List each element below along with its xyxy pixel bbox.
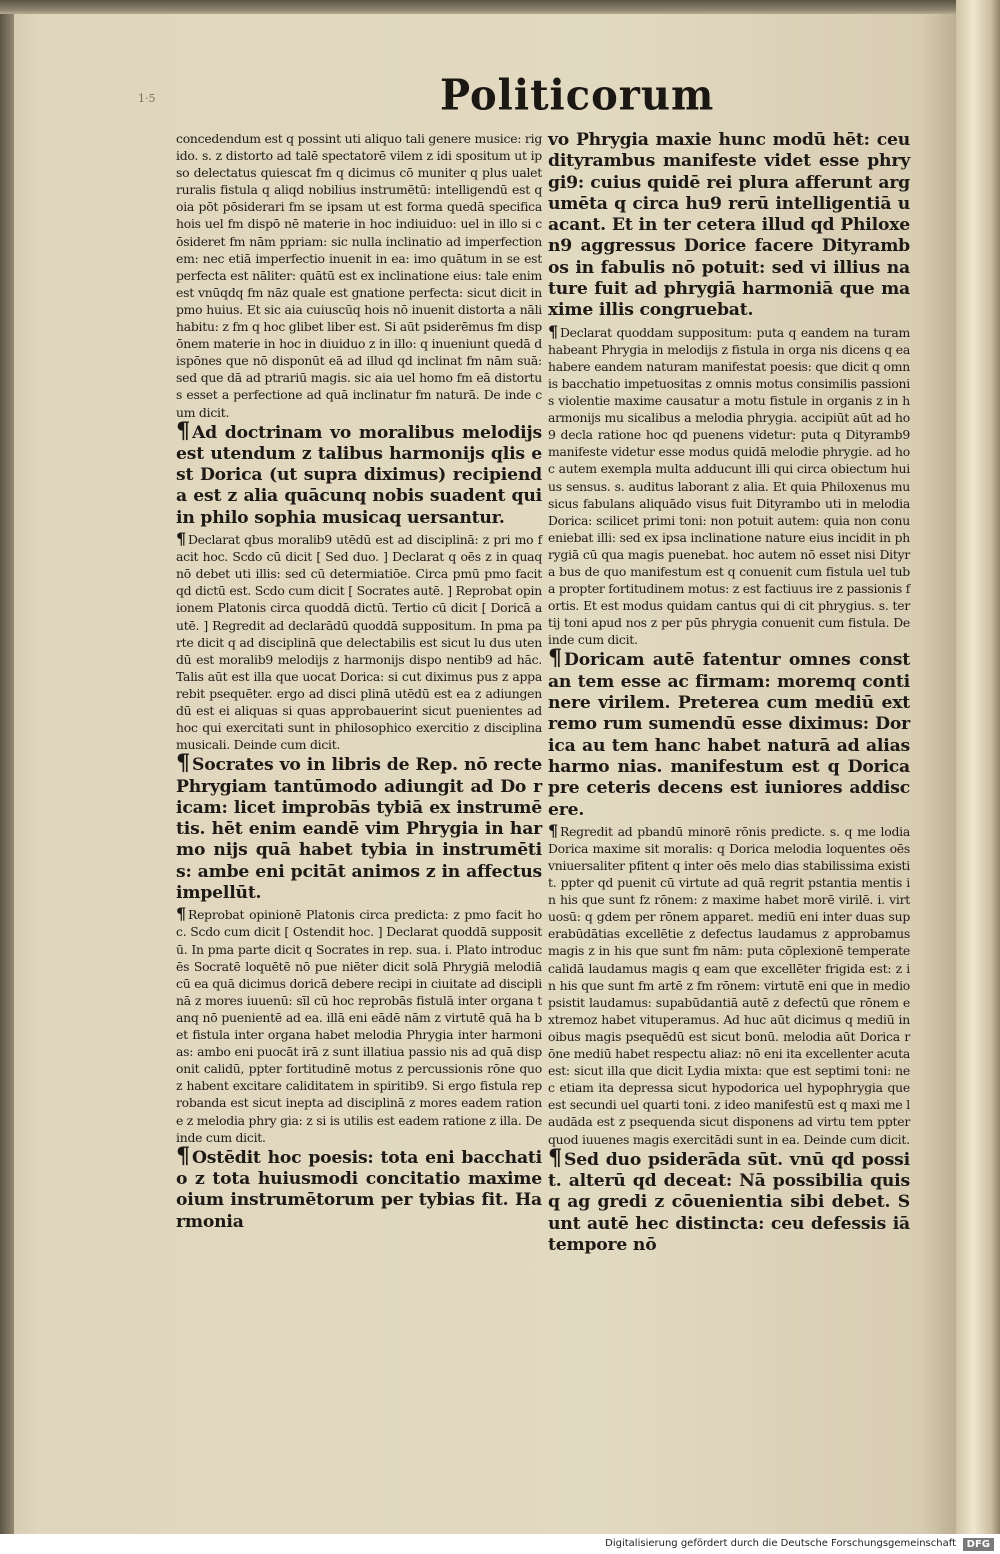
commentary-paragraph (176, 906, 542, 1145)
paragraph-mark-icon: ¶ (176, 417, 191, 444)
paragraph-text: Sed duo psiderāda sūt. vnū qd possit. alterū qd deceat: Nā possibilia quisq ag gredi z cōuenientia sibi debet. Sunt autē hec distincta: ceu defessis iā tempore nō (548, 1149, 910, 1255)
paragraph-mark-icon: ¶ (548, 820, 558, 840)
right-text-column (548, 130, 910, 1258)
commentary-paragraph (176, 130, 542, 421)
paragraph-text: Doricam autē fatentur omnes constan tem esse ac firmam: moremq continere virilem. Preterea cum mediū extremo rum sumendū esse diximus: Dorica au tem hanc habet naturā ad alias harmo nias. manifestum est q Dorica pre ceteris decens est iuniores addiscere. (548, 650, 910, 820)
text-passage (176, 1142, 542, 1233)
footer-credit: Digitalisierung gefördert durch die Deutsche Forschungsgemeinschaft (605, 1538, 956, 1549)
binding-shadow (0, 0, 14, 1534)
paragraph-text: concedendum est q possint uti aliquo tali genere musice: rigido. s. z distorto ad talē spectatorē vilem z idi spositum ut ipso delectatus quiescat fm q dicimus cō muniter q plus ualet ruralis fistula q aliqd nobilius instrumētū: intelligendū est q oia pōt pōsiderari fm se ipsam ut est forma quedā specifica hois uel fm dispō nē materie in hoc indiuiduo: uel in illo si cōsideret fm nām ppriam: sic nulla inclinatio ad imperfectionem: nec etiā imperfectio inuenit in ea: imo quātum in se est perfecta est nāliter: quātū est ex inclinatione eius: tale enim est vnūqdq fm nāz quale est gnatione perfecta: sicut dicit in pmo huius. Et sic aia cuiuscūq hois nō inuenit distorta a nāli habitu: z fm q hoc glibet liber est. Si aūt psiderēmus fm dispōnem materie in hoc in diuiduo z in illo: q inueniunt quedā dispōnes que nō disponūt eā ad illud qd inclinat fm nām suā: sed que dā ad ptrariū magis. sic aia uel homo fm eā distortus esset a perfectione ad quā inclinatur fm naturā. De inde cum dicit. (176, 131, 542, 420)
page-fore-edge (956, 0, 1000, 1534)
page-number: 1·5 (138, 92, 156, 105)
paragraph-mark-icon: ¶ (548, 645, 563, 672)
paragraph-text: Ostēdit hoc poesis: tota eni bacchatio z tota huiusmodi concitatio maxime oium instrumētorum per tybias fit. Harmonia (176, 1147, 542, 1232)
paragraph-mark-icon: ¶ (176, 1142, 191, 1169)
paragraph-mark-icon: ¶ (548, 1144, 563, 1171)
text-passage (548, 130, 910, 322)
paragraph-text: Ad doctrinam vo moralibus melodijs est utendum z talibus harmonijs qlis est Dorica (ut supra diximus) recipienda est z alia quācunq nobis suadent qui in philo sophia musicaq uersantur. (176, 422, 542, 528)
commentary-paragraph (548, 820, 910, 1148)
paragraph-mark-icon: ¶ (548, 321, 558, 341)
text-passage (176, 750, 542, 904)
left-text-column (176, 130, 542, 1235)
paragraph-text: vo Phrygia maxie hunc modū hēt: ceu dityrambus manifeste videt esse phrygi9: cuius quidē rei plura afferunt argumēta q circa hu9 rerū intelligentiā uacant. Et in ter cetera illud qd Philoxen9 aggressus Dorice facere Dityrambos in fabulis nō potuit: sed vi illius nature fuit ad phrygiā harmoniā que maxime illis congruebat. (548, 130, 910, 321)
commentary-paragraph (176, 531, 542, 753)
text-passage (548, 645, 910, 820)
paragraph-text: Socrates vo in libris de Rep. nō recte Phrygiam tantūmodo adiungit ad Do ricam: licet improbās tybiā ex instrumētis. hēt enim eandē vim Phrygia in harmo nijs quā habet tybia in instrumētis: ambe eni pcitāt animos z in affectus impellūt. (176, 755, 542, 904)
paragraph-mark-icon: ¶ (176, 529, 186, 549)
commentary-paragraph (548, 321, 910, 649)
paragraph-mark-icon: ¶ (176, 904, 186, 924)
text-passage (176, 417, 542, 529)
paragraph-text: Reprobat opinionē Platonis circa predicta: z pmo facit hoc. Scdo cum dicit [ Ostendit hoc. ] Declarat quoddā suppositū. In pma parte dicit q Socrates in rep. sua. i. Plato introducēs Socratē loquētē nō pue niēter dicit solā Phrygiā melodiā cū ea quā dicimus doricā debere recipi in ciuitate ad disciplinā z mores iuuenū: sīl cū hoc reprobās fistulā inter organa tanq nō puenientē ad ea. illā eni eādē nām z virtutē quā ha bet fistula inter organa habet melodia Phrygia inter harmonias: ambo eni puocāt irā z sunt illatiua passio nis ad quā disponit calidū, ppter fortitudinē motus z percussionis rōne quoz habent excitare caliditatem in spiritib9. Si ergo fistula reprobanda est sicut inepta ad disciplinā z mores eadem ratione z melodia phry gia: z si is utilis est eadem ratione z illa. Deinde cum dicit. (176, 907, 542, 1145)
paragraph-mark-icon: ¶ (176, 750, 191, 777)
dfg-logo: DFG (963, 1538, 994, 1551)
paragraph-text: Declarat quoddam suppositum: puta q eandem na turam habeant Phrygia in melodijs z fistula in orga nis dicens q ea habere eandem naturam manifestat poesis: que dicit q omnis bacchatio impetuositas z omnis motus consimilis passionis violentie maxime causatur a motu fistule in organis z in harmonijs mu sicalibus a melodia phrygia. accipiūt aūt ad ho9 decla ratione hoc qd puenens videtur: puta q Dityramb9 manifeste videtur esse modus quidā melodie phrygie. ad hoc autem exempla multa adducunt illi qui circa obiectum huius sensus. s. auditus laborant z alia. Et quia Philoxenus musicus fabulans aliquādo visus fuit Dityrambo uti in melodia Dorica: scilicet primi toni: non potuit autem: quia non conueniebat illi: sed ex ipsa inclinatione nature eius incidit in phrygiā cū qua magis puenebat. hoc autem nō esset nisi Dityra bus de quo manifestum est q conuenit cum fistula uel tuba propter fortitudinem motus: z est factiuus ire z passionis fortis. Et est modus quidam cantus qui di cit phrygius. s. tertij toni apud nos z per pūs phrygia conuenit cum fistula. Deinde cum dicit. (548, 324, 910, 648)
running-head: Politicorum (440, 70, 715, 121)
page-top-edge (0, 0, 1000, 14)
text-passage (548, 1144, 910, 1256)
paragraph-text: Regredit ad pbandū minorē rōnis predicte. s. q me lodia Dorica maxime sit moralis: q Dorica melodia loquentes oēs vniuersaliter pfitent q inter oēs melo dias stabilissima existit. ppter qd puenit cū virtute ad quā regrit pstantia mentis in his que sunt fz rōnem: z maxime habet morē virilē. i. virtuosū: q gdem per rōnem apparet. mediū eni inter duas superabūdātias excellētie z defectus laudamus z approbamus magis z in his que sunt fm nām: puta cōplexionē temperate calidā laudamus magis q eam que excellēter frigida est: z in his que sunt fm artē z fm rōnem: virtutē eni que in medio psistit laudamus: supabūdantiā autē z defectū que rōnem extremoz habet vituperamus. Ad huc aūt dicimus q mediū in oibus magis psequēdū est sicut bonū. melodia aūt Dorica rōne mediū habet respectu aliaz: nō eni ita excellenter acuta est: sicut illa que dicit Lydia mixta: que est septimi toni: nec etiam ita depressa sicut hypodorica uel hypophrygia que est secundi uel quarti toni. z ideo manifestū est q maxi me laudāda est z psequenda sicut disponens ad virtu tem ppter quod iuuenes magis exercitādi sunt in ea. Deinde cum dicit. (548, 823, 910, 1147)
paragraph-text: Declarat qbus moralib9 utēdū est ad disciplinā: z pri mo facit hoc. Scdo cū dicit [ Sed duo. ] Declarat q oēs z in quaq nō debet uti illis: sed cū determiatiōe. Circa pmū pmo facit qd dictū est. Scdo cum dicit [ Socrates autē. ] Reprobat opinionem Platonis circa quoddā dictū. Tertio cū dicit [ Doricā autē. ] Regredit ad declarādū quoddā suppositum. In pma parte dicit q ad disciplinā que delectabilis est sicut lu dus utendū est moralib9 melodijs z harmonijs dispo nentib9 ad hāc. Talis aūt est illa que uocat Dorica: si cut diximus pus z apparebit psequēter. ergo ad disci plinā utēdū est ea z adiungendū est ei aliquas si quas approbauerint sicut puenientes ad hoc qui exercitati sunt in philosophico exercitio z disciplina musicali. Deinde cum dicit. (176, 532, 542, 753)
